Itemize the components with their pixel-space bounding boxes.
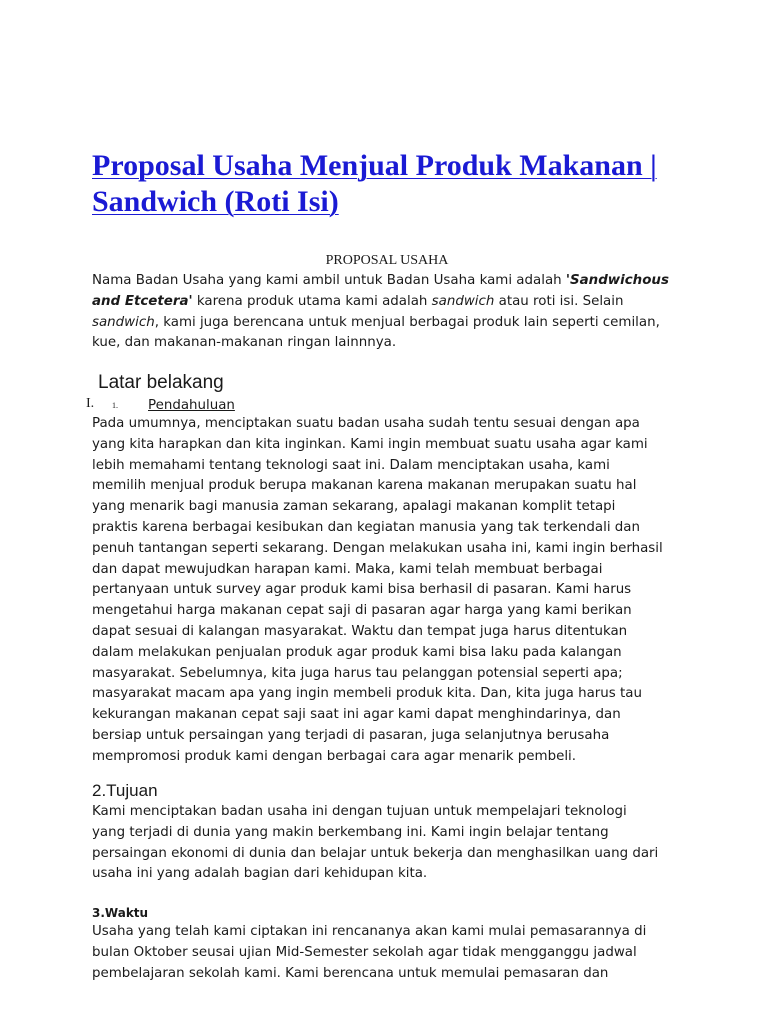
- tujuan-paragraph: [92, 802, 682, 885]
- section-heading-tujuan: 2.Tujuan: [92, 781, 158, 800]
- paragraph-line: dan dapat mewujudkan harapan kami. Maka, kami telah membuat berbagai: [92, 561, 603, 577]
- paragraph-line: praktis karena berbagai kesibukan dan kegiatan manusia yang tak terkendali dan: [92, 519, 640, 535]
- pendahuluan-paragraph: [92, 414, 682, 768]
- intro-text: , kami juga berencana untuk menjual berbagai produk lain seperti cemilan,: [154, 314, 660, 330]
- paragraph-line: usaha ini yang adalah bagian dari kehidupan kita.: [92, 866, 428, 882]
- paragraph-line: yang kita harapkan dan kita inginkan. Kami ingin membuat suatu usaha agar kami: [92, 436, 648, 452]
- business-name-part-1: 'Sandwichous: [565, 273, 669, 288]
- paragraph-line: dalam melakukan penjualan produk agar produk kami bisa laku pada kalangan: [92, 644, 622, 660]
- paragraph-line: dapat sesuai di kalangan masyarakat. Waktu dan tempat juga harus ditentukan: [92, 623, 628, 639]
- paragraph-line: bulan Oktober seusai ujian Mid-Semester sekolah agar tidak mengganggu jadwal: [92, 944, 637, 960]
- arabic-numeral: 1.: [112, 401, 118, 410]
- sandwich-italic: sandwich: [431, 293, 495, 309]
- section-heading-latar-belakang: Latar belakang: [98, 372, 224, 393]
- proposal-heading: PROPOSAL USAHA: [325, 253, 449, 268]
- paragraph-line: Usaha yang telah kami ciptakan ini rencananya akan kami mulai pemasarannya di: [92, 924, 647, 939]
- intro-text: atau roti isi. Selain: [494, 293, 624, 309]
- roman-numeral: I.: [86, 396, 95, 411]
- business-name-part-2: and Etcetera': [92, 293, 193, 309]
- intro-line-1: [92, 271, 682, 292]
- paragraph-line: masyarakat macam apa yang ingin membeli produk kita. Dan, kita juga harus tau: [92, 686, 642, 702]
- intro-line-4: kue, dan makanan-makanan ringan lainnnya.: [92, 335, 397, 351]
- sandwich-italic: sandwich: [92, 314, 155, 330]
- intro-line-2: [92, 292, 682, 313]
- paragraph-line: masyarakat. Sebelumnya, kita juga harus tau pelanggan potensial seperti apa;: [92, 665, 623, 681]
- paragraph-line: mengetahui harga makanan cepat saji di pasaran agar harga yang kami berikan: [92, 603, 632, 619]
- intro-text: karena produk utama kami adalah: [192, 293, 432, 309]
- paragraph-line: lebih memahami tentang teknologi saat ini. Dalam menciptakan usaha, kami: [92, 457, 610, 473]
- paragraph-line: kekurangan makanan cepat saji saat ini agar kami dapat menghindarinya, dan: [92, 707, 621, 723]
- paragraph-line: yang terjadi di dunia yang makin berkembang ini. Kami ingin belajar tentang: [92, 824, 609, 840]
- list-item-pendahuluan: [86, 396, 686, 416]
- paragraph-line: pembelajaran sekolah kami. Kami berencana untuk memulai pemasaran dan: [92, 965, 609, 981]
- waktu-paragraph: [92, 922, 682, 984]
- paragraph-line: persaingan ekonomi di dunia dan belajar untuk bekerja dan menghasilkan uang dari: [92, 845, 659, 861]
- paragraph-line: mempromosi produk kami dengan berbagai cara agar menarik pembeli.: [92, 748, 577, 764]
- section-heading-waktu: 3.Waktu: [92, 906, 149, 920]
- paragraph-line: memilih menjual produk berupa makanan karena makanan merupakan suatu hal: [92, 478, 637, 494]
- intro-paragraph: [92, 271, 682, 354]
- paragraph-line: bersiap untuk persaingan yang terjadi di pasaran, juga selanjutnya berusaha: [92, 727, 610, 743]
- paragraph-line: pertanyaan untuk survey agar produk kami bisa berhasil di pasaran. Kami harus: [92, 582, 632, 598]
- intro-line-3: [92, 313, 682, 334]
- intro-text: Nama Badan Usaha yang kami ambil untuk Badan Usaha kami adalah: [92, 273, 566, 288]
- subheading-pendahuluan: Pendahuluan: [148, 398, 235, 413]
- paragraph-line: penuh tantangan seperti sekarang. Dengan melakukan usaha ini, kami ingin berhasil: [92, 540, 663, 556]
- paragraph-line: Pada umumnya, menciptakan suatu badan usaha sudah tentu sesuai dengan apa: [92, 416, 640, 431]
- paragraph-line: yang menarik bagi manusia zaman sekarang, apalagi makanan komplit tetapi: [92, 499, 616, 515]
- document-title: Proposal Usaha Menjual Produk Makanan | Sandwich (Roti Isi): [92, 149, 657, 218]
- paragraph-line: Kami menciptakan badan usaha ini dengan tujuan untuk mempelajari teknologi: [92, 804, 627, 819]
